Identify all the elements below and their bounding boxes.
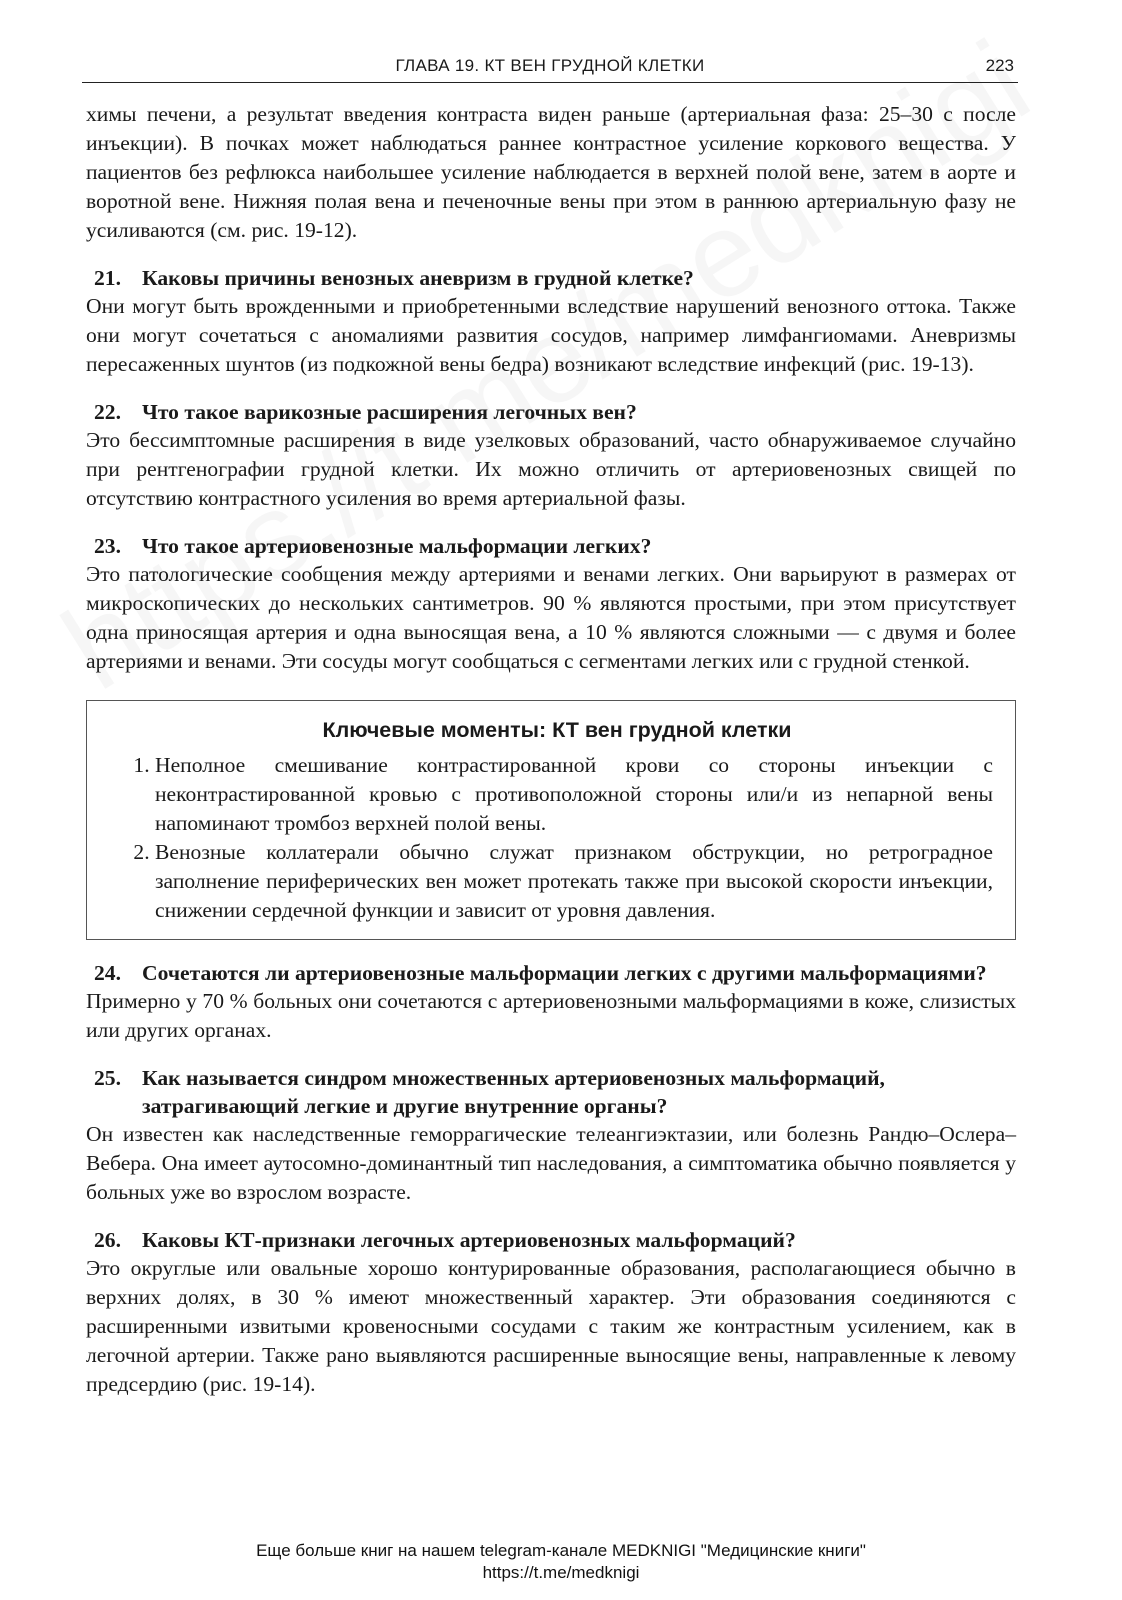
key-point-item: 1. Неполное смешивание контрастированной крови со стороны инъекции с неконтрастированной кровью с противоположной стороны или/и из непарной вены напоминают тромбоз верхней полой вены. <box>155 751 993 838</box>
question-heading <box>86 1226 1016 1254</box>
question-block-24 <box>86 959 1016 1045</box>
key-points-list <box>121 751 993 925</box>
question-number: 23. <box>94 534 121 558</box>
page-footer <box>0 1540 1122 1584</box>
question-block-26 <box>86 1226 1016 1399</box>
answer-paragraph: Это бессимптомные расширения в виде узелковых образований, часто обнаруживаемое случайно при рентгенографии грудной клетки. Их можно отличить от артериовенозных свищей по отсутствию контрастного усиления во время артериальной фазы. <box>86 428 1016 510</box>
question-block-23 <box>86 532 1016 676</box>
question-block-21 <box>86 264 1016 379</box>
question-heading <box>86 398 1016 426</box>
page-number: 223 <box>985 56 1014 75</box>
answer-paragraph: Он известен как наследственные геморрагические телеангиэктазии, или болезнь Рандю–Ослера–Вебера. Она имеет аутосомно-доминантный тип наследования, а симптоматика обычно появляется у больных уже во взрослом возрасте. <box>86 1122 1016 1204</box>
answer-paragraph: Примерно у 70 % больных они сочетаются с артериовенозными мальформациями в коже, слизистых или других органах. <box>86 989 1016 1042</box>
footer-link[interactable]: https://t.me/medknigi <box>482 1563 640 1582</box>
question-heading <box>86 264 1016 292</box>
main-text <box>86 100 1016 1399</box>
answer-paragraph: Это округлые или овальные хорошо контурированные образования, располагающиеся обычно в верхних долях, в 30 % имеют множественный характер. Эти образования соединяются с расширенными извитыми кровеносными сосудами с таким же контрастным усилением, как в легочной артерии. Также рано выявляются расширенные выносящие вены, направленные к левому предсердию (рис. 19-14). <box>86 1256 1016 1396</box>
answer-paragraph: Это патологические сообщения между артериями и венами легких. Они варьируют в размерах от микроскопических до нескольких сантиметров. 90 % являются простыми, при этом присутствует одна приносящая артерия и одна выносящая вена, а 10 % являются сложными — с двумя и более артериями и венами. Эти сосуды могут сообщаться с сегментами легких или с грудной стенкой. <box>86 562 1016 673</box>
page-header <box>82 52 1018 83</box>
question-text: Сочетаются ли артериовенозные мальформации легких с другими мальформациями? <box>142 961 987 985</box>
intro-paragraph: химы печени, а результат введения контраста виден раньше (артериальная фаза: 25–30 с после инъекции). В почках может наблюдаться раннее контрастное усиление коркового вещества. У пациентов без рефлюкса наибольшее усиление наблюдается в верхней полой вене, затем в аорте и воротной вене. Нижняя полая вена и печеночные вены при этом в раннюю артериальную фазу не усиливаются (см. рис. 19-12). <box>86 102 1016 242</box>
running-title: ГЛАВА 19. КТ ВЕН ГРУДНОЙ КЛЕТКИ <box>395 56 705 75</box>
key-points-title: Ключевые моменты: КТ вен грудной клетки <box>322 718 792 742</box>
question-number: 22. <box>94 400 121 424</box>
question-number: 21. <box>94 266 121 290</box>
question-block-22 <box>86 398 1016 513</box>
question-heading <box>86 959 1016 987</box>
question-number: 24. <box>94 961 121 985</box>
question-number: 25. <box>94 1066 121 1090</box>
question-heading <box>86 532 1016 560</box>
question-text: Что такое варикозные расширения легочных вен? <box>142 400 637 424</box>
key-points-box <box>86 700 1016 940</box>
question-text: Как называется синдром множественных артериовенозных мальформаций, затрагивающий легкие и другие внутренние органы? <box>142 1066 885 1118</box>
key-point-item: 2. Венозные коллатерали обычно служат признаком обструкции, но ретроградное заполнение периферических вен может протекать также при высокой скорости инъекции, снижении сердечной функции и зависит от уровня давления. <box>155 838 993 925</box>
footer-promo-text: Еще больше книг на нашем telegram-канале MEDKNIGI "Медицинские книги" <box>256 1541 866 1560</box>
question-text: Каковы КТ-признаки легочных артериовенозных мальформаций? <box>142 1228 796 1252</box>
question-number: 26. <box>94 1228 121 1252</box>
question-text: Что такое артериовенозные мальформации легких? <box>142 534 652 558</box>
question-block-25 <box>86 1064 1016 1207</box>
question-text: Каковы причины венозных аневризм в грудной клетке? <box>142 266 694 290</box>
answer-paragraph: Они могут быть врожденными и приобретенными вследствие нарушений венозного оттока. Также они могут сочетаться с аномалиями развития сосудов, например лимфангиомами. Аневризмы пересаженных шунтов (из подкожной вены бедра) возникают вследствие инфекций (рис. 19-13). <box>86 294 1016 376</box>
question-heading <box>86 1064 1016 1120</box>
